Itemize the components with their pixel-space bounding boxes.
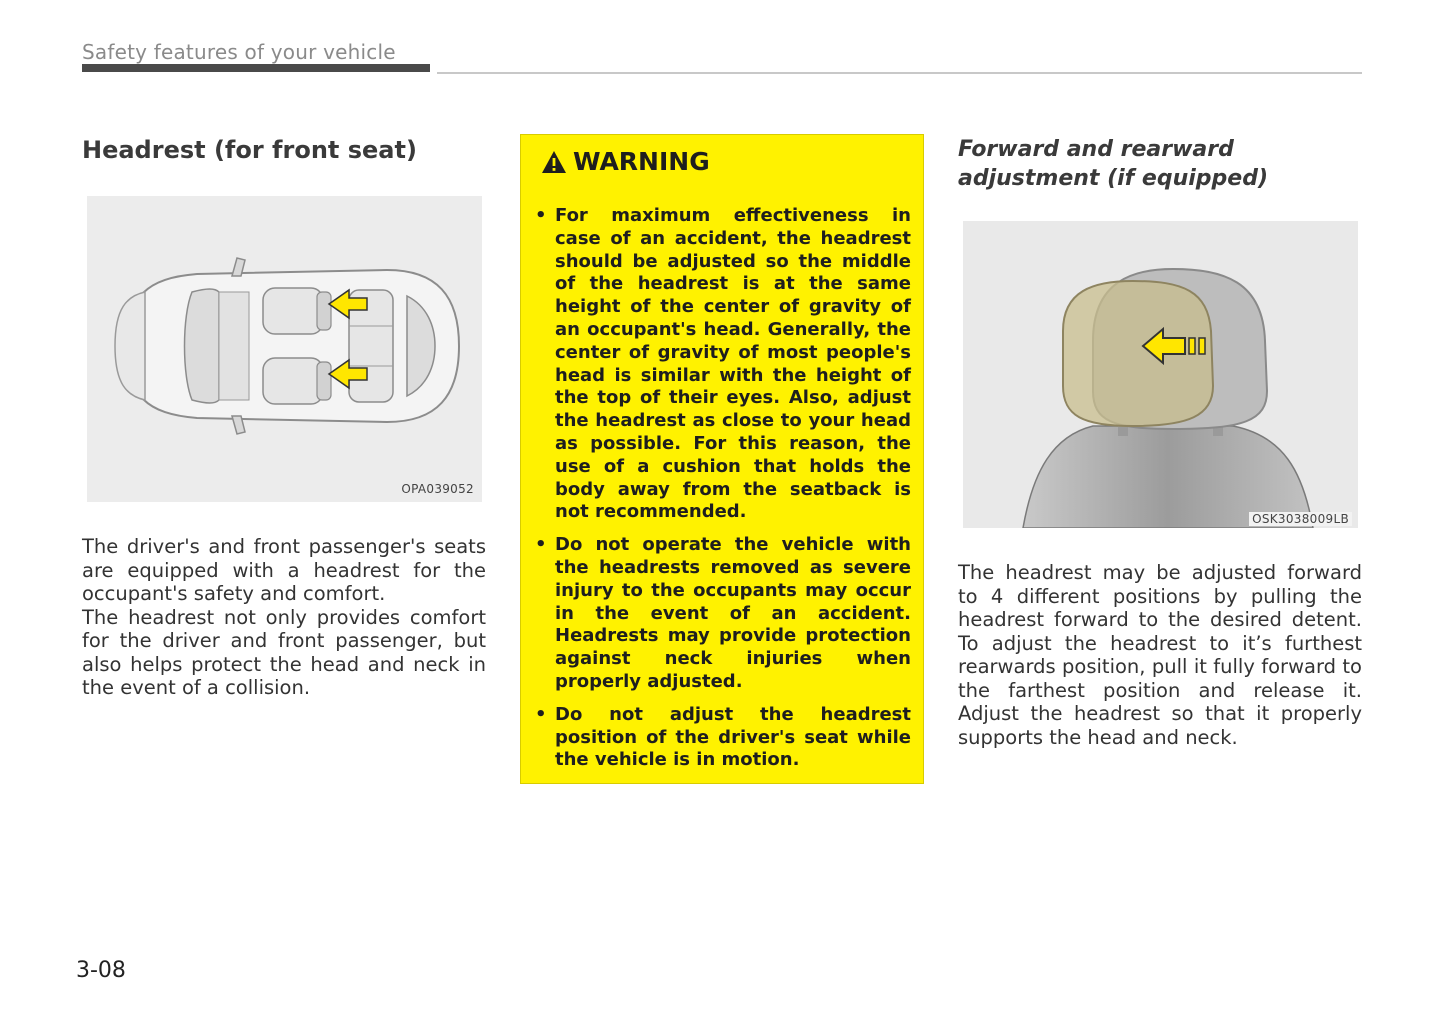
figure-code: OSK3038009LB — [1249, 512, 1352, 526]
list-item-text: For maximum effectiveness in case of an accident, the headrest should be adjusted so the middle of the headrest is at the same height of the center of gravity of an occupant's head. Generally, the center of gravity of most people's head is similar with the height of the top of their eyes. Also, adjust the headrest as close to your head as possible. For this reason, the use of a cushion that holds the body away from the seatback is not recommended. — [555, 205, 911, 523]
list-item — [533, 704, 911, 772]
right-body-text — [958, 561, 1362, 749]
warning-list — [533, 205, 911, 782]
headrest-illustration — [963, 221, 1358, 528]
bullet: • — [535, 205, 547, 226]
section-heading: Headrest (for front seat) — [82, 136, 417, 164]
car-topview-illustration — [87, 196, 482, 502]
headrest-figure — [963, 221, 1358, 528]
header-section-title: Safety features of your vehicle — [82, 40, 396, 64]
paragraph: The headrest not only provides comfort for the driver and front passenger, but also helps protect the head and neck in the event of a collision. — [82, 605, 486, 699]
bullet: • — [535, 534, 547, 556]
warning-triangle-icon — [541, 150, 567, 174]
list-item-text: Do not operate the vehicle with the headrests removed as severe injury to the occupants may occur in the event of an accident. Headrests may provide protection against neck injuries when properly adjusted. — [555, 534, 911, 692]
car-seat-figure — [87, 196, 482, 502]
paragraph: The driver's and front passenger's seats are equipped with a headrest for the occupant's safety and comfort. — [82, 535, 486, 605]
subsection-heading: Forward and rearward adjustment (if equipped) — [958, 137, 1269, 191]
list-item — [533, 534, 911, 694]
paragraph: The headrest may be adjusted forward to 4 different positions by pulling the headrest forward to the desired detent. To adjust the headrest to it’s furthest rearwards position, pull it fully forward to the farthest position and release it. Adjust the headrest so that it properly supports the head and neck. — [958, 561, 1362, 749]
page-number: 3-08 — [76, 958, 126, 983]
warning-box — [520, 134, 924, 784]
bullet: • — [535, 703, 547, 725]
figure-code: OPA039052 — [401, 482, 474, 496]
left-body-text — [82, 535, 486, 700]
list-item-text: Do not adjust the headrest position of the driver's seat while the vehicle is in motion. — [555, 703, 911, 771]
warning-title — [541, 147, 710, 176]
header-bar-dark — [82, 64, 430, 72]
list-item — [533, 205, 911, 524]
warning-title-text: WARNING — [573, 147, 710, 176]
header-rule — [437, 72, 1362, 74]
